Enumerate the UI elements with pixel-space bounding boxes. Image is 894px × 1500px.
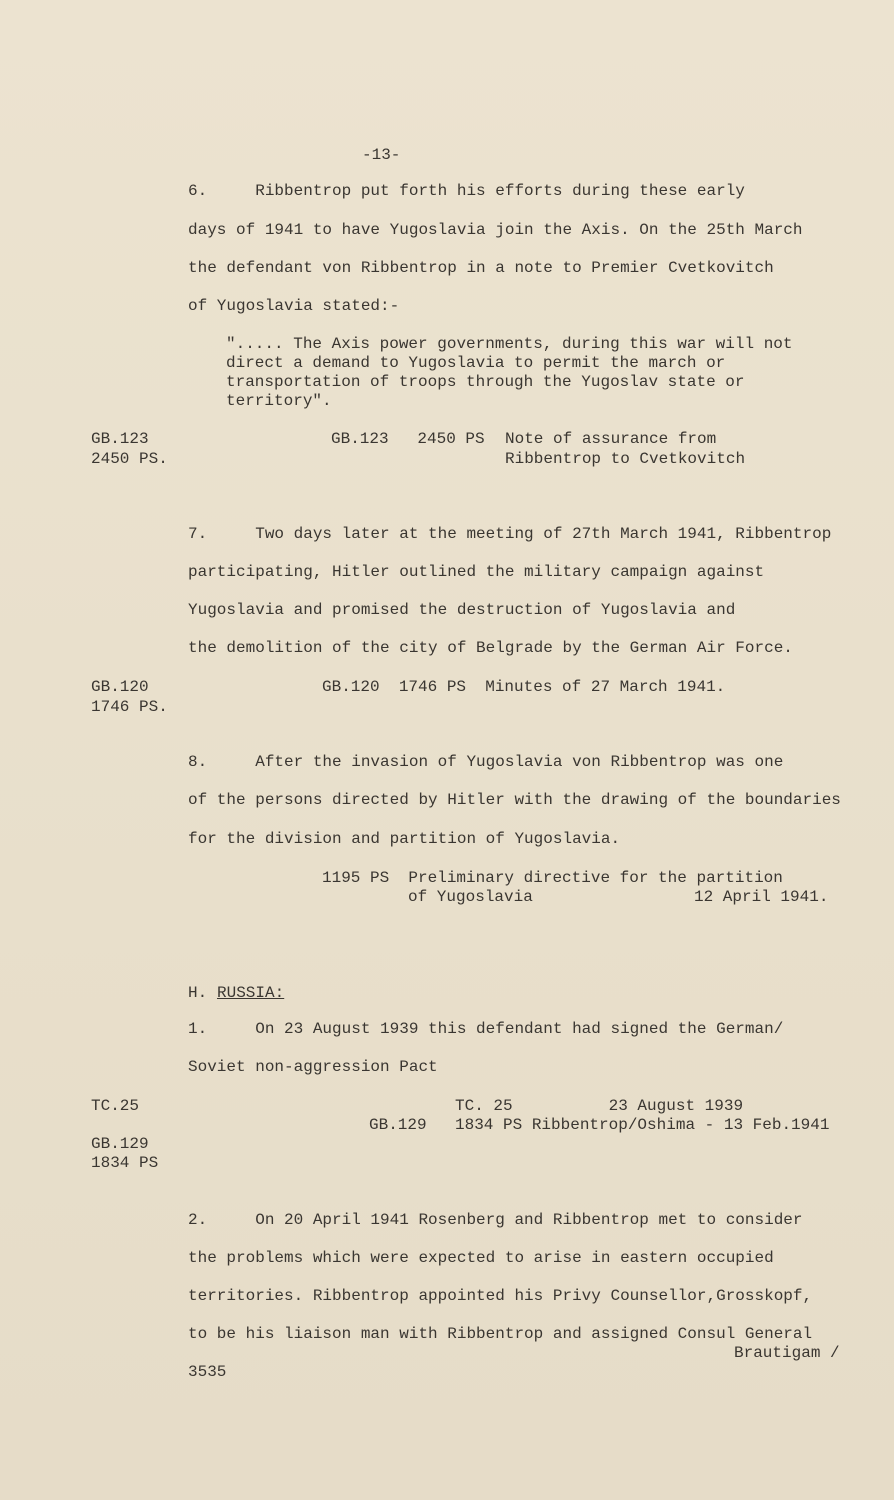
exhibit-ref-gb129: GB.129 (369, 1116, 427, 1134)
section-8-line-3: for the division and partition of Yugoslavia. (188, 830, 621, 848)
section-h2-line-3: territories. Ribbentrop appointed his Privy Counsellor,Grosskopf, (188, 1287, 813, 1305)
section-h-title: RUSSIA: (217, 984, 285, 1002)
margin-ref-1834ps: 1834 PS (91, 1154, 159, 1172)
exhibit-ref-minutes: GB.120 1746 PS Minutes of 27 March 1941. (322, 678, 726, 696)
quote-line-1: "..... The Axis power governments, during this war will not (226, 335, 793, 353)
exhibit-ref-oshima: 1834 PS Ribbentrop/Oshima - 13 Feb.1941 (455, 1116, 830, 1134)
section-h-prefix: H. (188, 984, 208, 1002)
continuation-catchword: Brautigam / (734, 1344, 840, 1362)
margin-ref-2450ps: 2450 PS. (91, 450, 168, 468)
margin-ref-1746ps: 1746 PS. (91, 698, 168, 716)
exhibit-ref-1195ps: 1195 PS Preliminary directive for the partition (322, 869, 783, 887)
section-7-line-3: Yugoslavia and promised the destruction of Yugoslavia and (188, 601, 736, 619)
quote-line-3: transportation of troops through the Yugoslav state or (226, 373, 745, 391)
section-h2-line-4: to be his liaison man with Ribbentrop and assigned Consul General (188, 1325, 813, 1343)
exhibit-ref-1195ps-date: 12 April 1941. (694, 888, 829, 906)
section-7-line-4: the demolition of the city of Belgrade by the German Air Force. (188, 639, 793, 657)
margin-ref-gb123: GB.123 (91, 430, 149, 448)
section-8-line-1: 8. After the invasion of Yugoslavia von Ribbentrop was one (188, 753, 784, 771)
quote-line-4: territory". (226, 392, 332, 410)
section-h1-line-2: Soviet non-aggression Pact (188, 1058, 438, 1076)
exhibit-ref-1195ps-cont: of Yugoslavia (408, 888, 533, 906)
page-number: -13- (362, 146, 401, 164)
exhibit-ref-desc-2: Ribbentrop to Cvetkovitch (505, 450, 746, 468)
exhibit-ref-tc25: TC. 25 23 August 1939 (455, 1097, 744, 1115)
section-6-line-1: 6. Ribbentrop put forth his efforts during these early (188, 182, 745, 200)
exhibit-ref-number: GB.123 2450 PS (331, 430, 485, 448)
margin-ref-tc25: TC.25 (91, 1097, 140, 1115)
exhibit-ref-desc-1: Note of assurance from (505, 430, 717, 448)
section-6-line-2: days of 1941 to have Yugoslavia join the Axis. On the 25th March (188, 221, 803, 239)
section-7-line-2: participating, Hitler outlined the military campaign against (188, 563, 765, 581)
section-8-line-2: of the persons directed by Hitler with the drawing of the boundaries (188, 791, 841, 809)
section-7-line-1: 7. Two days later at the meeting of 27th March 1941, Ribbentrop (188, 525, 832, 543)
section-h2-line-2: the problems which were expected to arise in eastern occupied (188, 1249, 774, 1267)
section-h2-line-1: 2. On 20 April 1941 Rosenberg and Ribbentrop met to consider (188, 1211, 803, 1229)
section-h1-line-1: 1. On 23 August 1939 this defendant had signed the German/ (188, 1020, 784, 1038)
margin-ref-gb129: GB.129 (91, 1135, 149, 1153)
footer-document-number: 3535 (188, 1363, 227, 1381)
section-6-line-4: of Yugoslavia stated:- (188, 297, 400, 315)
margin-ref-gb120: GB.120 (91, 678, 149, 696)
section-6-line-3: the defendant von Ribbentrop in a note to Premier Cvetkovitch (188, 259, 774, 277)
quote-line-2: direct a demand to Yugoslavia to permit the march or (226, 354, 726, 372)
